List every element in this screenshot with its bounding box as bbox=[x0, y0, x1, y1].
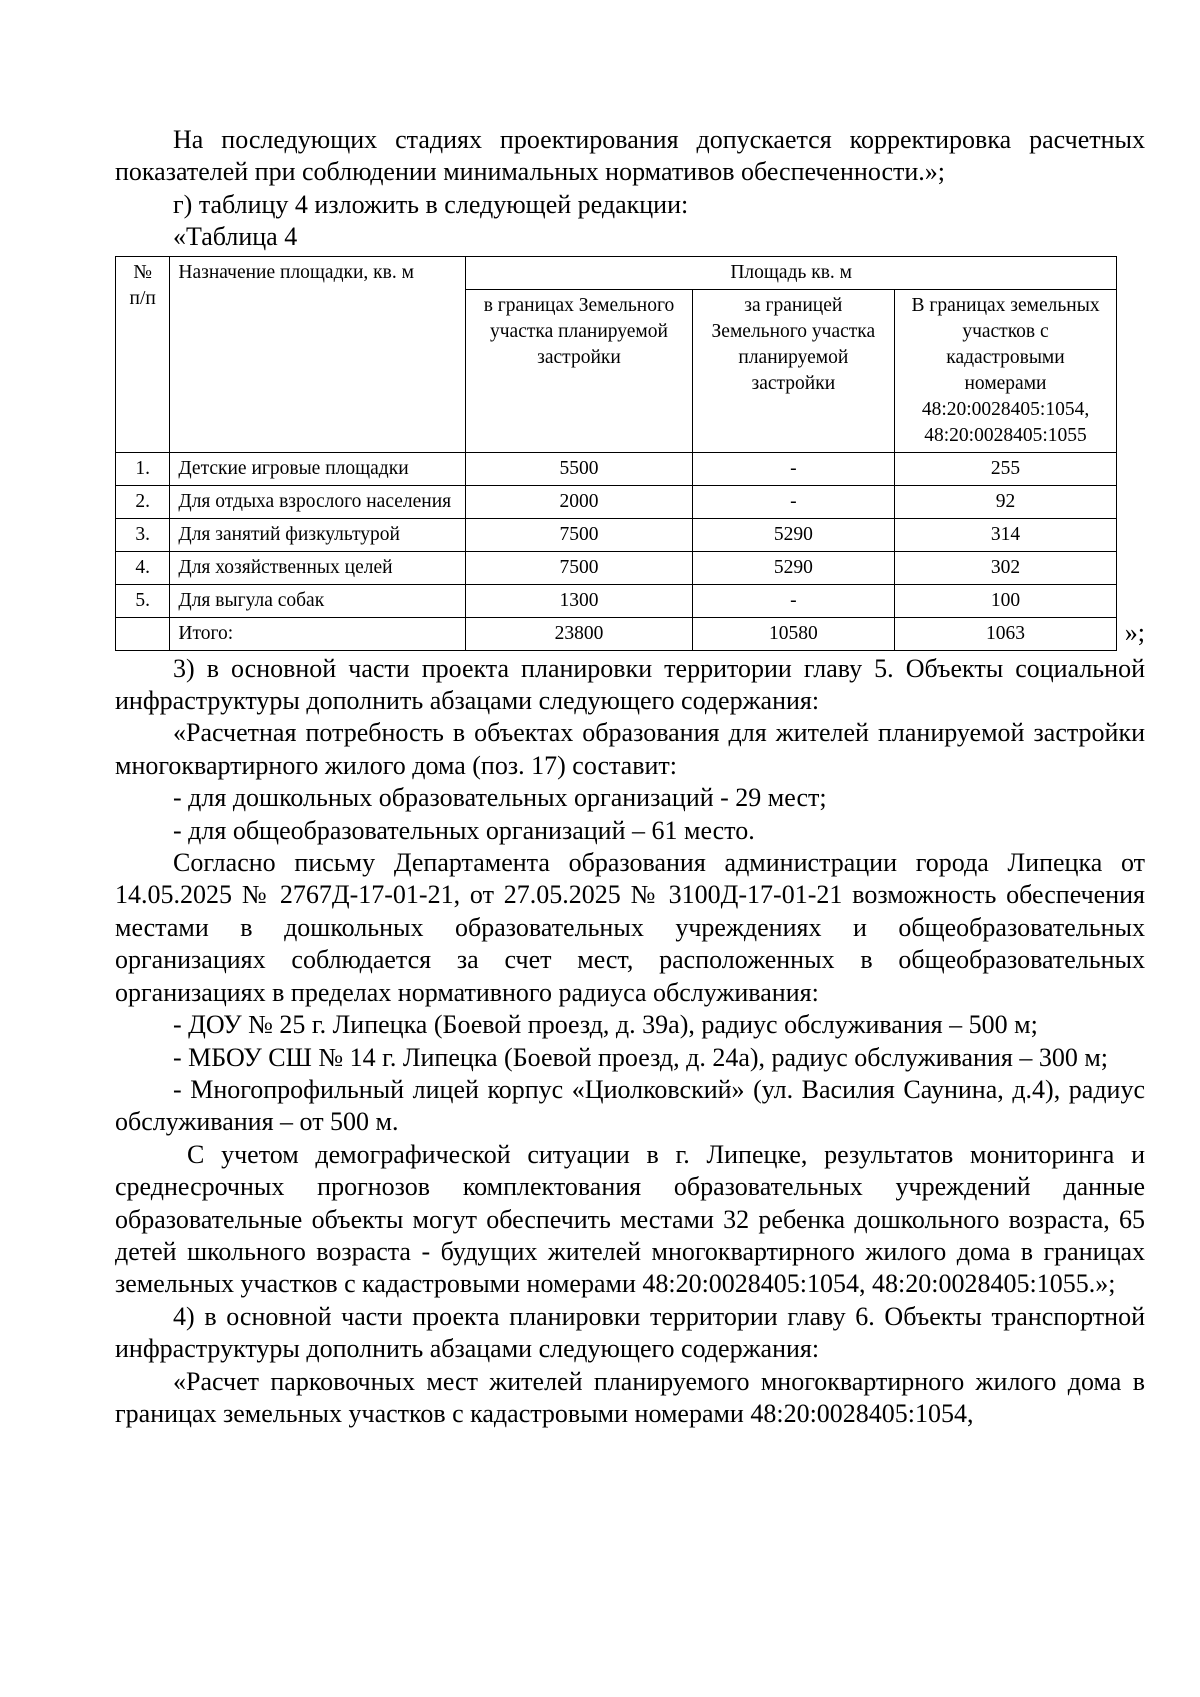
total-out: 10580 bbox=[692, 617, 894, 650]
row-in: 5500 bbox=[466, 452, 692, 485]
table-row bbox=[116, 551, 1117, 584]
table-row bbox=[116, 518, 1117, 551]
total-cad: 1063 bbox=[895, 617, 1117, 650]
row-out: - bbox=[692, 452, 894, 485]
row-cad: 255 bbox=[895, 452, 1117, 485]
row-cad: 314 bbox=[895, 518, 1117, 551]
paragraph-item-4: 4) в основной части проекта планировки территории главу 6. Объекты транспортной инфраструктуры дополнить абзацами следующего содержания: bbox=[115, 1301, 1145, 1364]
row-name: Для занятий физкультурой bbox=[170, 518, 466, 551]
list-item-preschool: - для дошкольных образовательных организаций - 29 мест; bbox=[173, 783, 827, 813]
row-out: - bbox=[692, 584, 894, 617]
header-col-out: за границей Земельного участка планируемой застройки bbox=[692, 289, 894, 452]
table-row bbox=[116, 452, 1117, 485]
table-total-row bbox=[116, 617, 1117, 650]
document-page bbox=[115, 124, 1145, 1430]
row-name: Для отдыха взрослого населения bbox=[170, 485, 466, 518]
table-caption: «Таблица 4 bbox=[173, 222, 298, 252]
table-4 bbox=[115, 256, 1117, 651]
table-row bbox=[116, 584, 1117, 617]
row-cad: 302 bbox=[895, 551, 1117, 584]
header-col-in: в границах Земельного участка планируемой застройки bbox=[466, 289, 692, 452]
table-4-wrapper bbox=[115, 256, 1145, 651]
row-out: - bbox=[692, 485, 894, 518]
paragraph-table-instruction: г) таблицу 4 изложить в следующей редакции: bbox=[173, 189, 689, 219]
header-purpose: Назначение площадки, кв. м bbox=[170, 256, 466, 452]
paragraph-item-3: 3) в основной части проекта планировки территории главу 5. Объекты социальной инфраструктуры дополнить абзацами следующего содержания: bbox=[115, 653, 1145, 716]
table-row bbox=[116, 485, 1117, 518]
list-item-dou: - ДОУ № 25 г. Липецка (Боевой проезд, д. 39а), радиус обслуживания – 500 м; bbox=[173, 1010, 1038, 1040]
total-in: 23800 bbox=[466, 617, 692, 650]
row-in: 2000 bbox=[466, 485, 692, 518]
row-cad: 100 bbox=[895, 584, 1117, 617]
list-item-mbou: - МБОУ СШ № 14 г. Липецка (Боевой проезд, д. 24а), радиус обслуживания – 300 м; bbox=[173, 1042, 1108, 1072]
paragraph-parking: «Расчет парковочных мест жителей планируемого многоквартирного жилого дома в границах земельных участков с кадастровыми номерами 48:20:0028405:1054, bbox=[115, 1366, 1145, 1428]
row-in: 1300 bbox=[466, 584, 692, 617]
list-item-general: - для общеобразовательных организаций – 61 место. bbox=[173, 815, 755, 845]
row-in: 7500 bbox=[466, 518, 692, 551]
header-area: Площадь кв. м bbox=[466, 256, 1117, 289]
header-num: № п/п bbox=[116, 256, 170, 452]
paragraph-letter: Согласно письму Департамента образования администрации города Липецка от 14.05.2025 № 2767Д-17-01-21, от 27.05.2025 № 3100Д-17-01-21 возможность обеспечения местами в дошкольных образовательных учреждениях и общеобразовательных организациях соблюдается за счет мест, расположенных в общеобразовательных организациях в пределах нормативного радиуса обслуживания: bbox=[115, 848, 1145, 1007]
table-header-row bbox=[116, 256, 1117, 289]
row-name: Детские игровые площадки bbox=[170, 452, 466, 485]
paragraph-demographics: С учетом демографической ситуации в г. Липецке, результатов мониторинга и среднесрочных прогнозов комплектования образовательных учреждений данные образовательные объекты могут обеспечить местами 32 ребенка дошкольного возраста, 65 детей школьного возраста - будущих жителей многоквартирного жилого дома в границах земельных участков с кадастровыми номерами 48:20:0028405:1054, 48:20:0028405:1055.»; bbox=[115, 1139, 1145, 1299]
paragraph-education-need: «Расчетная потребность в объектах образования для жителей планируемой застройки многоквартирного жилого дома (поз. 17) составит: bbox=[115, 718, 1145, 780]
row-num: 2. bbox=[116, 485, 170, 518]
row-num: 4. bbox=[116, 551, 170, 584]
row-name: Для хозяйственных целей bbox=[170, 551, 466, 584]
row-num: 3. bbox=[116, 518, 170, 551]
row-name: Для выгула собак bbox=[170, 584, 466, 617]
row-num: 1. bbox=[116, 452, 170, 485]
header-col-cad: В границах земельных участков с кадастровыми номерами 48:20:0028405:1054, 48:20:0028405:1055 bbox=[895, 289, 1117, 452]
row-cad: 92 bbox=[895, 485, 1117, 518]
list-item-lyceum: - Многопрофильный лицей корпус «Циолковский» (ул. Василия Саунина, д.4), радиус обслуживания – от 500 м. bbox=[115, 1074, 1145, 1137]
row-in: 7500 bbox=[466, 551, 692, 584]
table-closing-quote: »; bbox=[1124, 617, 1145, 647]
row-num: 5. bbox=[116, 584, 170, 617]
total-label: Итого: bbox=[170, 617, 466, 650]
row-out: 5290 bbox=[692, 518, 894, 551]
total-num bbox=[116, 617, 170, 650]
paragraph-correction-note: На последующих стадиях проектирования допускается корректировка расчетных показателей при соблюдении минимальных нормативов обеспеченности.»; bbox=[115, 125, 1145, 187]
row-out: 5290 bbox=[692, 551, 894, 584]
